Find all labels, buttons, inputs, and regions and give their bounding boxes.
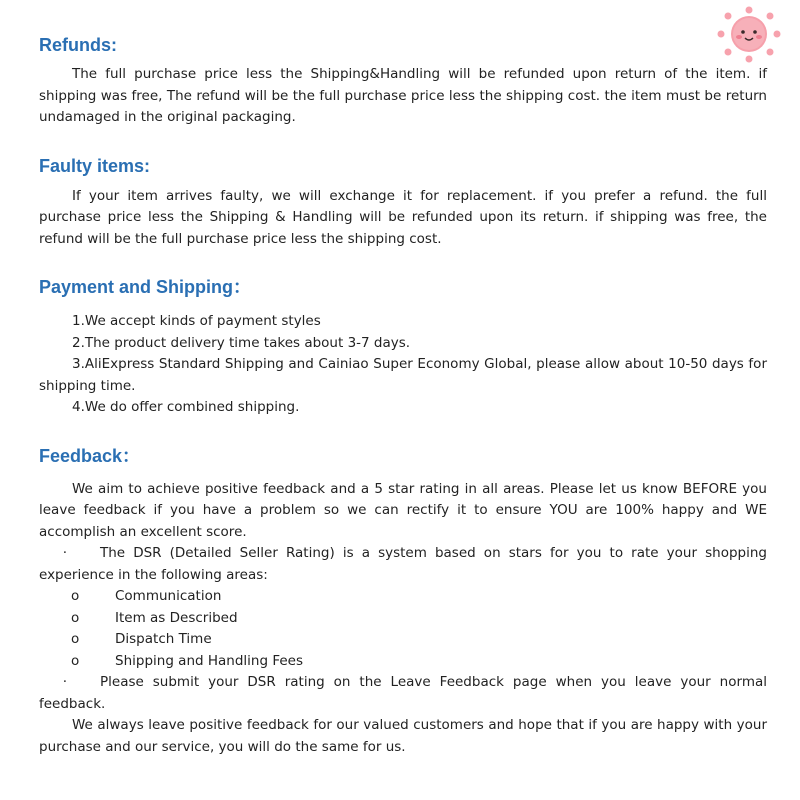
payment-shipping-heading: Payment and Shipping： bbox=[39, 277, 252, 297]
dsr-areas-list bbox=[39, 586, 767, 672]
policy-document bbox=[39, 30, 767, 758]
submit-paragraph bbox=[39, 672, 767, 715]
list-item bbox=[39, 651, 767, 673]
list-item: 4.We do offer combined shipping. bbox=[72, 399, 300, 415]
area-label: Shipping and Handling Fees bbox=[115, 652, 304, 669]
area-label: Item as Described bbox=[115, 609, 238, 626]
bullet-dot: · bbox=[62, 674, 67, 690]
list-item bbox=[39, 629, 767, 651]
list-marker: o bbox=[71, 609, 80, 626]
refunds-heading: Refunds: bbox=[39, 35, 117, 55]
feedback-heading: Feedback： bbox=[39, 445, 141, 466]
faulty-items-text: If your item arrives faulty, we will exchange it for replacement. if you prefer a refund. the full purchase price less the Shipping & Handling will be refunded upon its return. if shipping was free, the refund will be the full purchase price less the shipping cost. bbox=[39, 187, 767, 247]
dsr-text: The DSR (Detailed Seller Rating) is a system based on stars for you to rate your shopping experience in the following areas: bbox=[39, 545, 767, 583]
list-item bbox=[39, 608, 767, 630]
list-marker: o bbox=[71, 588, 80, 604]
submit-text: Please submit your DSR rating on the Leave Feedback page when you leave your normal feedback. bbox=[39, 674, 767, 712]
area-label: Dispatch Time bbox=[115, 631, 212, 647]
list-marker: o bbox=[71, 652, 80, 669]
list-marker: o bbox=[71, 631, 80, 647]
area-label: Communication bbox=[115, 588, 222, 604]
bullet-dot: · bbox=[62, 545, 67, 561]
refunds-text: The full purchase price less the Shipping&Handling will be refunded upon return of the item. if shipping was free, The refund will be the full purchase price less the shipping cost. the item must be return undamaged in the original packaging. bbox=[39, 66, 767, 125]
list-item: 1.We accept kinds of payment styles bbox=[72, 313, 321, 329]
list-item: 2.The product delivery time takes about 3-7 days. bbox=[72, 334, 411, 351]
dsr-paragraph bbox=[39, 543, 767, 586]
payment-list bbox=[39, 311, 767, 419]
feedback-intro: We aim to achieve positive feedback and a 5 star rating in all areas. Please let us know BEFORE you leave feedback if you have a problem so we can rectify it to ensure YOU are 100% happy and WE accomplish an excellent score. bbox=[39, 480, 767, 540]
faulty-items-heading: Faulty items: bbox=[39, 155, 151, 176]
feedback-closing: We always leave positive feedback for our valued customers and hope that if you are happy with your purchase and our service, you will do the same for us. bbox=[39, 717, 767, 755]
list-item bbox=[39, 586, 767, 608]
list-item: 3.AliExpress Standard Shipping and Cainiao Super Economy Global, please allow about 10-50 days for shipping time. bbox=[39, 356, 767, 394]
